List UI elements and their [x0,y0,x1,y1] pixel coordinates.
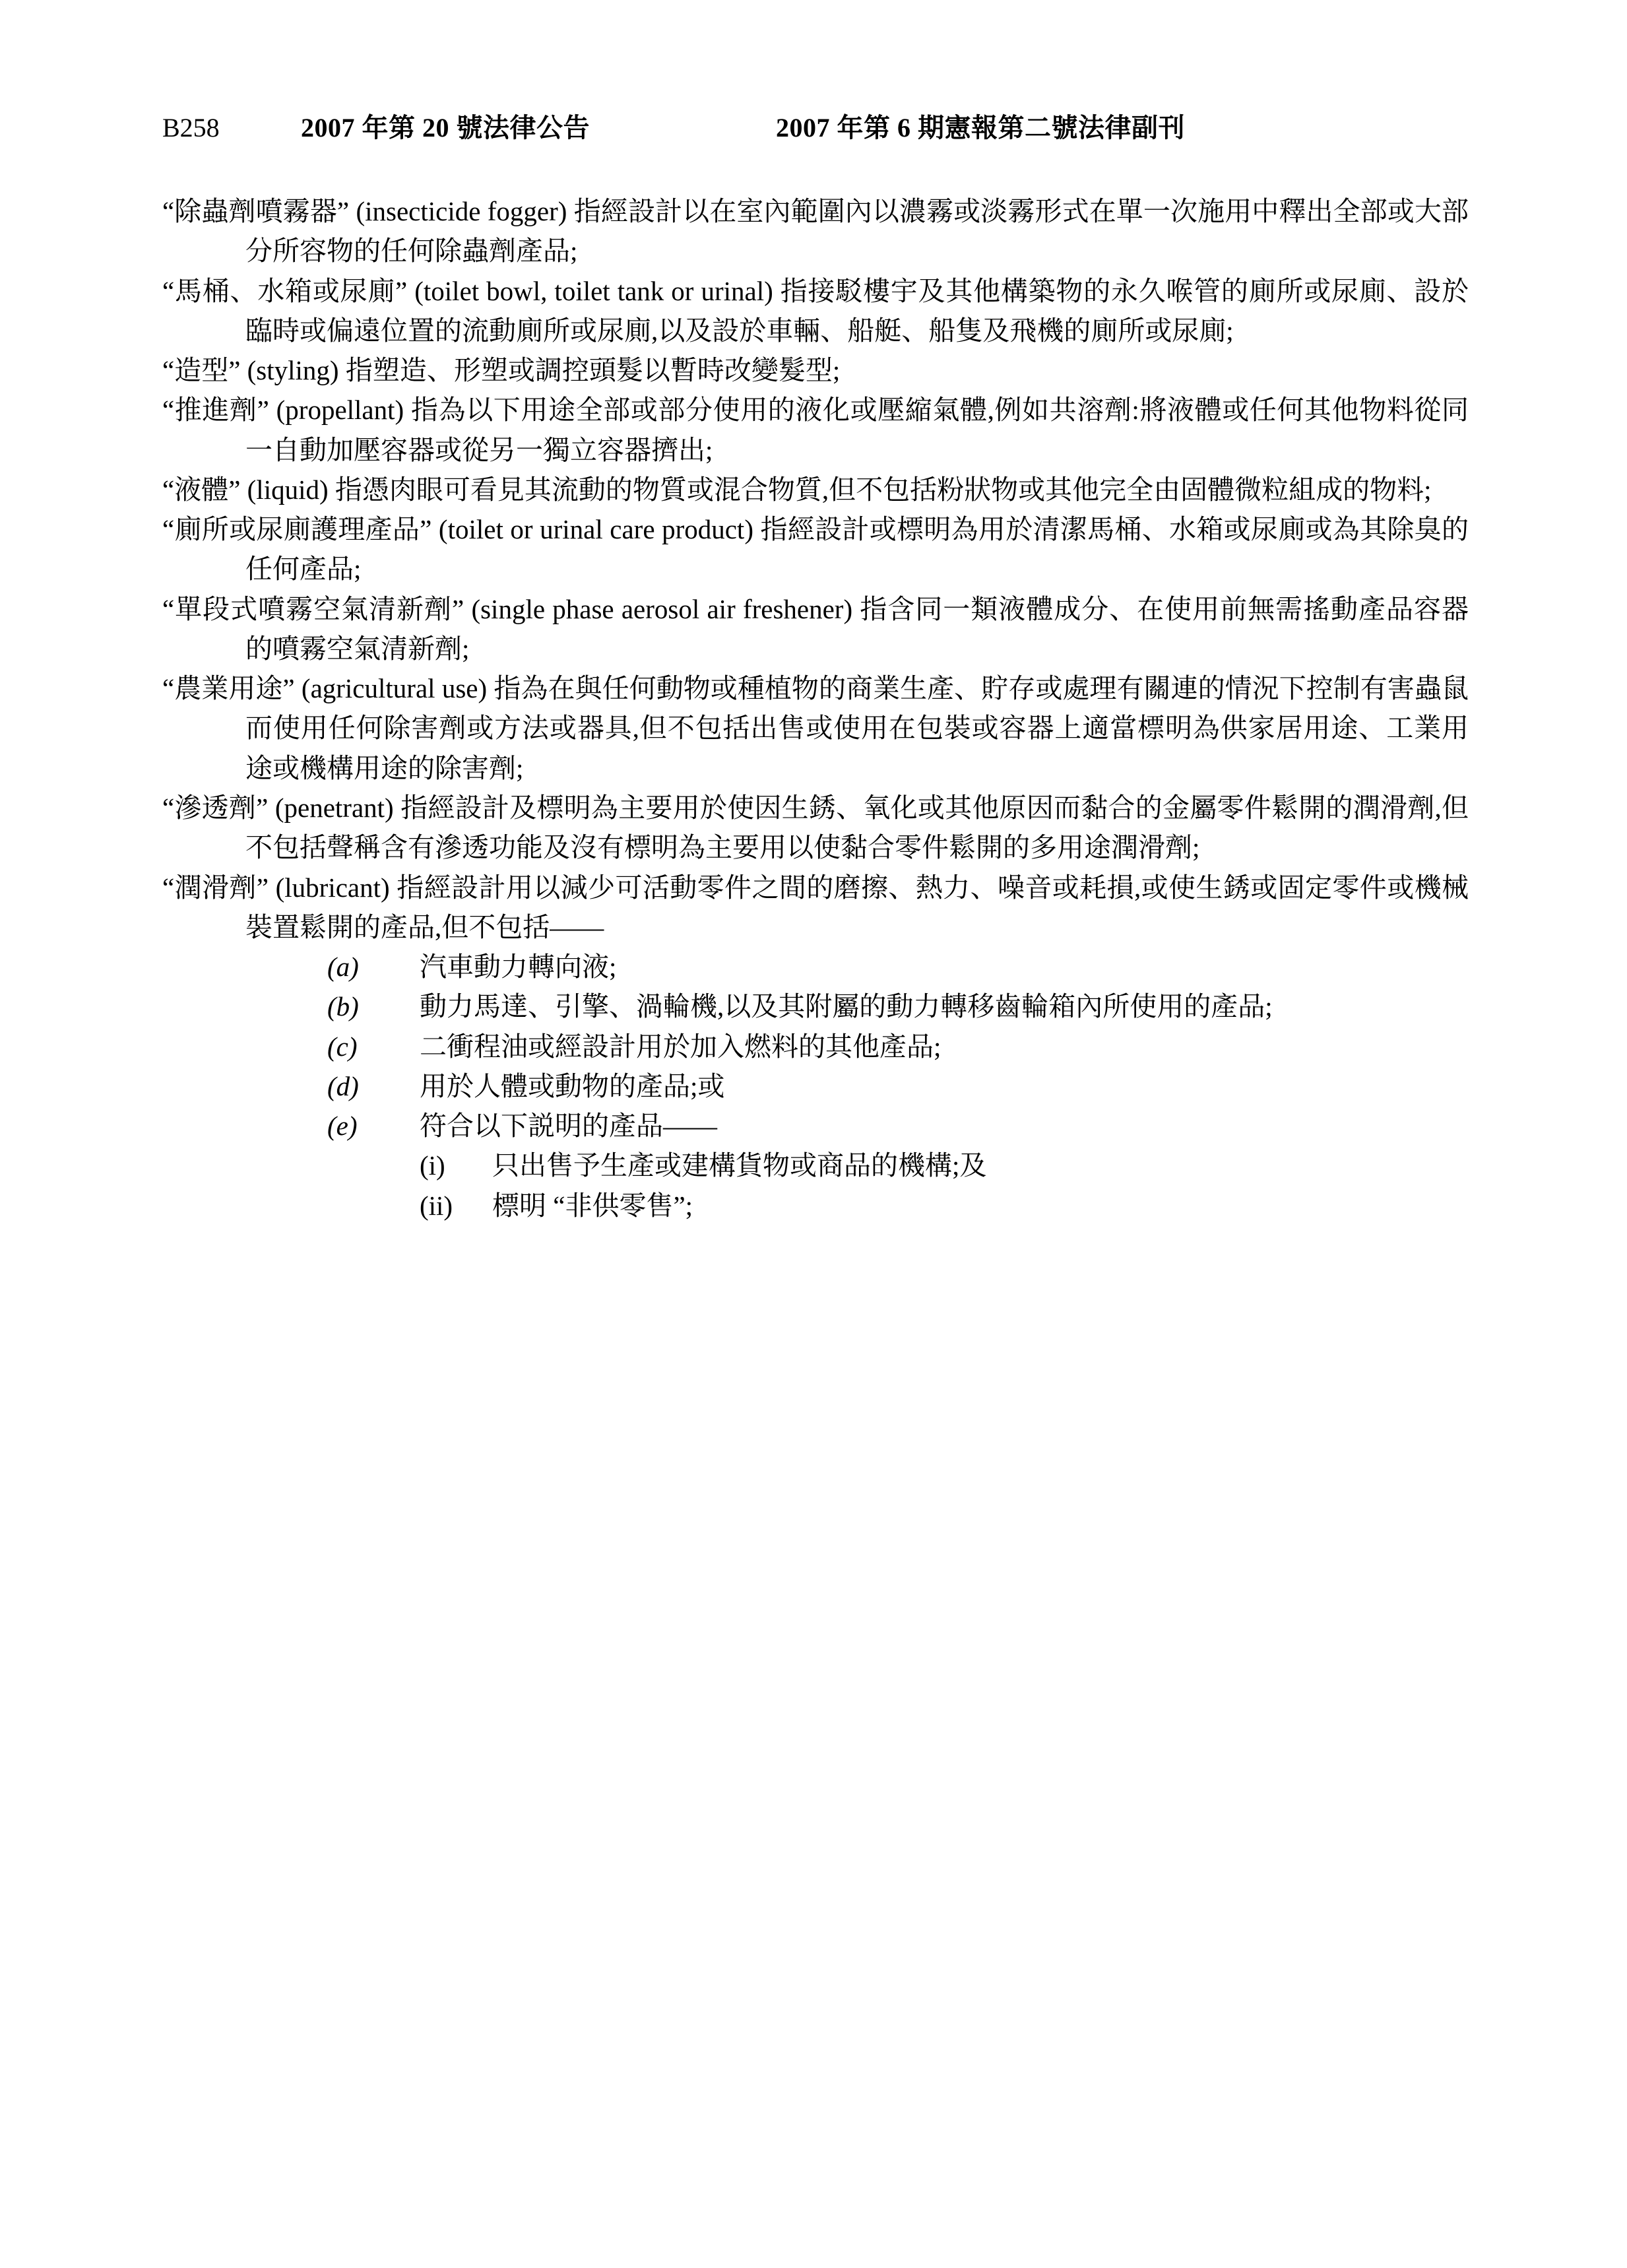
definition-entry [162,350,1469,390]
list-item-text: 標明 “非供零售”; [492,1190,693,1221]
definition-text: “單段式噴霧空氣清新劑” (single phase aerosol air freshener) 指含同一類液體成分、在使用前無需搖動產品容器的噴霧空氣清新劑; [162,593,1469,664]
page-number: B258 [162,113,220,143]
definition-text: “馬桶、水箱或尿廁” (toilet bowl, toilet tank or urinal) 指接駁樓宇及其他構築物的永久喉管的廁所或尿廁、設於臨時或偏遠位置的流動廁所或尿廁,以及設於車輛、船艇、船隻及飛機的廁所或尿廁; [162,275,1469,346]
definition-entry [162,470,1469,509]
list-item [162,1146,1469,1185]
list-item [162,1106,1469,1146]
definition-entry [162,668,1469,788]
list-item [162,987,1469,1026]
list-item-marker: (e) [327,1111,358,1142]
definition-entry [162,390,1469,470]
list-item [162,947,1469,987]
list-item-marker: (d) [327,1070,359,1101]
list-item-marker: (ii) [420,1190,453,1221]
list-item-text: 只出售予生產或建構貨物或商品的機構;及 [492,1150,987,1181]
definition-entry [162,191,1469,271]
definition-text: “液體” (liquid) 指憑肉眼可看見其流動的物質或混合物質,但不包括粉狀物或其他完全由固體微粒組成的物料; [162,474,1432,505]
definition-entry [162,589,1469,669]
list-item-text: 動力馬達、引擎、渦輪機,以及其附屬的動力轉移齒輪箱內所使用的產品; [420,991,1273,1022]
definition-text: “滲透劑” (penetrant) 指經設計及標明為主要用於使因生銹、氧化或其他原因而黏合的金屬零件鬆開的潤滑劑,但不包括聲稱含有滲透功能及沒有標明為主要用以使黏合零件鬆開的多用途潤滑劑; [162,792,1469,863]
definition-text: “推進劑” (propellant) 指為以下用途全部或部分使用的液化或壓縮氣體,例如共溶劑:將液體或任何其他物料從同一自動加壓容器或從另一獨立容器擠出; [162,395,1469,465]
list-item-text: 用於人體或動物的產品;或 [420,1070,725,1101]
definition-text: “除蟲劑噴霧器” (insecticide fogger) 指經設計以在室內範圍內以濃霧或淡霧形式在單一次施用中釋出全部或大部分所容物的任何除蟲劑產品; [162,196,1469,267]
definition-text: “廁所或尿廁護理產品” (toilet or urinal care product) 指經設計或標明為用於清潔馬桶、水箱或尿廁或為其除臭的任何產品; [162,514,1469,585]
list-item-text: 汽車動力轉向液; [420,952,617,983]
list-item-marker: (c) [327,1031,358,1062]
definition-entry [162,788,1469,868]
definition-entry [162,271,1469,351]
legal-notice-reference: 2007 年第 20 號法律公告 [301,113,590,143]
definition-entry [162,868,1469,948]
definitions-body [162,191,1469,1225]
definition-text: “農業用途” (agricultural use) 指為在與任何動物或種植物的商業生產、貯存或處理有關連的情況下控制有害蟲鼠而使用任何除害劑或方法或器具,但不包括出售或使用在包裝或容器上適當標明為供家居用途、工業用途或機構用途的除害劑; [162,673,1469,783]
list-item-text: 二衝程油或經設計用於加入燃料的其他產品; [420,1031,941,1062]
list-item-marker: (b) [327,991,359,1022]
definition-text: “造型” (styling) 指塑造、形塑或調控頭髮以暫時改變髮型; [162,355,841,386]
list-item [162,1186,1469,1225]
definition-entry [162,509,1469,589]
list-item [162,1027,1469,1066]
list-item-marker: (i) [420,1150,445,1181]
list-item-marker: (a) [327,952,359,983]
lubricant-exclusion-list [162,947,1469,1225]
definition-text: “潤滑劑” (lubricant) 指經設計用以減少可活動零件之間的磨擦、熱力、噪音或耗損,或使生銹或固定零件或機械裝置鬆開的產品,但不包括—— [162,872,1469,942]
gazette-supplement-reference: 2007 年第 6 期憲報第二號法律副刊 [776,113,1185,143]
list-item-text: 符合以下説明的產品—— [420,1111,717,1142]
page-header [162,111,1465,145]
list-item [162,1066,1469,1106]
